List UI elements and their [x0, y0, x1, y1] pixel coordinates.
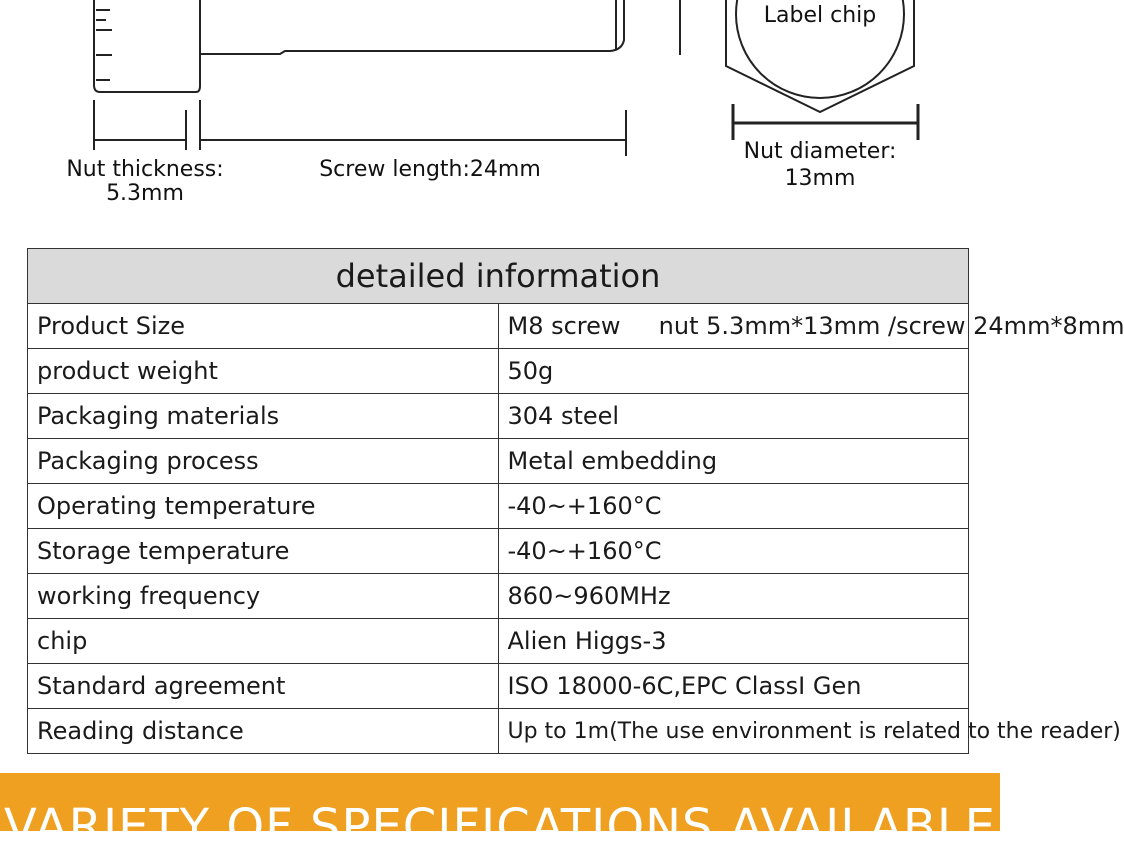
- row-value: ISO 18000-6C,EPC ClassI Gen: [498, 664, 969, 709]
- row-value: -40~+160°C: [498, 529, 969, 574]
- row-value: Metal embedding: [498, 439, 969, 484]
- nut-diameter-label: Nut diameter:: [743, 139, 897, 164]
- chip-label: Label chip: [763, 3, 877, 28]
- row-key: working frequency: [28, 574, 499, 619]
- table-header-row: [28, 249, 969, 304]
- row-key: Packaging materials: [28, 394, 499, 439]
- row-key: product weight: [28, 349, 499, 394]
- row-value: 304 steel: [498, 394, 969, 439]
- row-value: M8 screw nut 5.3mm*13mm /screw 24mm*8mm: [498, 304, 969, 349]
- row-key: Operating temperature: [28, 484, 499, 529]
- table-row: [28, 529, 969, 574]
- banner-text: VARIETY OF SPECIFICATIONS AVAILABLE: [4, 799, 996, 855]
- row-value: Up to 1m(The use environment is related to the reader): [498, 709, 969, 754]
- screw-length-label: Screw length:24mm: [319, 157, 541, 182]
- dimension-diagram: [0, 0, 1000, 240]
- row-key: Product Size: [28, 304, 499, 349]
- nut-thickness-label: Nut thickness:: [66, 157, 224, 182]
- row-key: Storage temperature: [28, 529, 499, 574]
- table-row: [28, 304, 969, 349]
- specifications-banner: [0, 773, 1000, 855]
- table-row: [28, 439, 969, 484]
- spec-table: [27, 248, 1124, 754]
- row-key: Standard agreement: [28, 664, 499, 709]
- row-key: Packaging process: [28, 439, 499, 484]
- row-value: Alien Higgs-3: [498, 619, 969, 664]
- table-row: [28, 349, 969, 394]
- row-key: chip: [28, 619, 499, 664]
- table-row: [28, 484, 969, 529]
- table-row: [28, 394, 969, 439]
- row-key: Reading distance: [28, 709, 499, 754]
- table-title: detailed information: [28, 249, 969, 304]
- table-row: [28, 709, 969, 754]
- row-value: 50g: [498, 349, 969, 394]
- table-row: [28, 619, 969, 664]
- table-row: [28, 574, 969, 619]
- row-value: -40~+160°C: [498, 484, 969, 529]
- row-value: 860~960MHz: [498, 574, 969, 619]
- table-row: [28, 664, 969, 709]
- nut-thickness-value: 5.3mm: [106, 181, 184, 206]
- nut-diameter-value: 13mm: [784, 166, 856, 191]
